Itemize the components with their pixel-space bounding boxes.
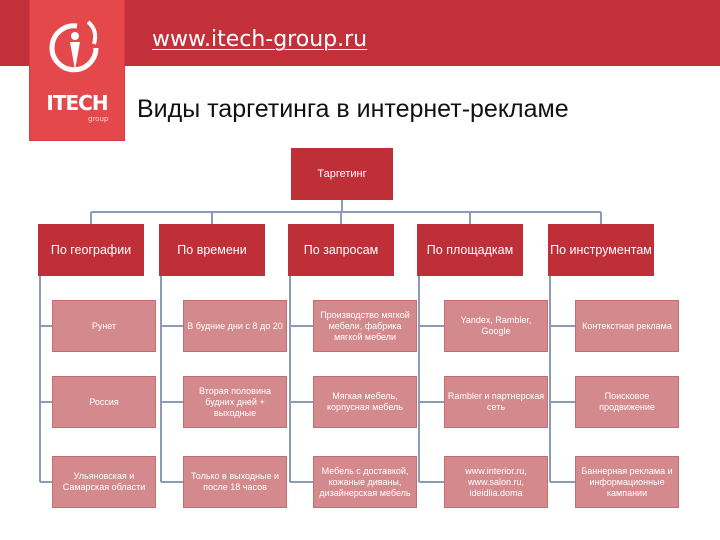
item-box: Рунет [52,300,156,352]
site-url-link[interactable]: www.itech-group.ru [152,27,368,52]
root-node-targeting: Таргетинг [291,148,393,200]
item-box: Россия [52,376,156,428]
logo-text: ITECH [46,91,108,115]
item-box: Вторая половина будних дней + выходные [183,376,287,428]
category-box: По времени [159,224,265,276]
logo-subtext: group [88,115,109,123]
item-box: Только в выходные и после 18 часов [183,456,287,508]
item-box: www.interior.ru, www.salon.ru, ideidlia.doma [444,456,548,508]
category-box: По географии [38,224,144,276]
item-box: Баннерная реклама и информационные кампании [575,456,679,508]
item-box: Контекстная реклама [575,300,679,352]
item-box: Поисковое продвижение [575,376,679,428]
category-box: По инструментам [548,224,654,276]
item-box: Мягкая мебель, корпусная мебель [313,376,417,428]
item-box: Ульяновская и Самарская области [52,456,156,508]
category-box: По площадкам [417,224,523,276]
item-box: Производство мягкой мебели, фабрика мягкой мебели [313,300,417,352]
page-title: Виды таргетинга в интернет-рекламе [137,95,569,123]
category-box: По запросам [288,224,394,276]
item-box: Мебель с доставкой, кожаные диваны, дизайнерская мебель [313,456,417,508]
item-box: Yandex, Rambler, Google [444,300,548,352]
item-box: Rambler и партнерская сеть [444,376,548,428]
item-box: В будние дни с 8 до 20 [183,300,287,352]
